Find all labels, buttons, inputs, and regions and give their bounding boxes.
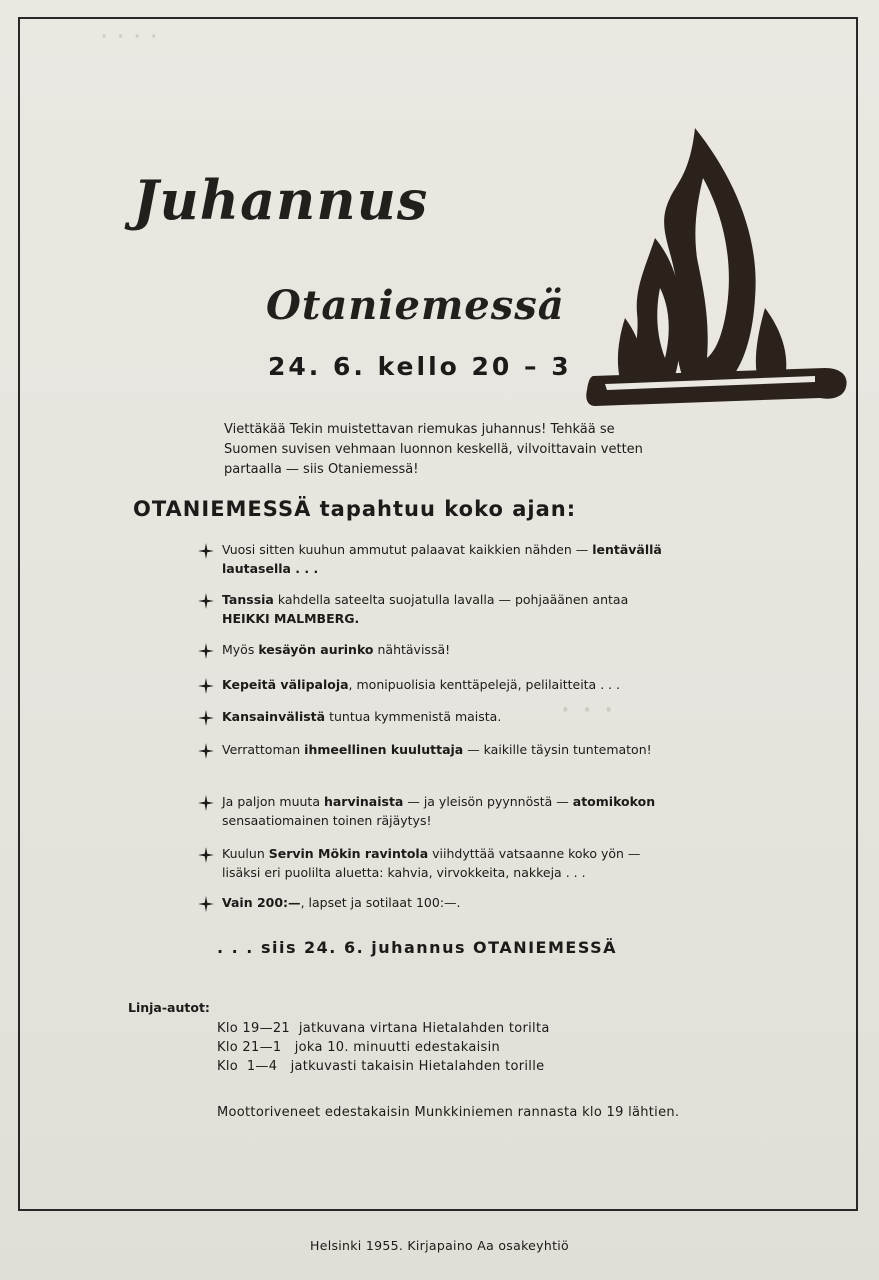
star-bullet-icon (198, 896, 214, 912)
date-time: 24. 6. kello 20 – 3 (268, 352, 572, 381)
star-bullet-icon (198, 678, 214, 694)
show-through-text: · · · (560, 690, 615, 730)
star-bullet-icon (198, 795, 214, 811)
intro-paragraph: Viettäkää Tekin muistettavan riemukas juhannus! Tehkää se Suomen suvisen vehmaan luonnon keskellä, vilvoittavain vetten partaalla — siis Otaniemessä! (224, 422, 643, 477)
bus-schedule-line: Klo 21—1 joka 10. minuutti edestakaisin (217, 1040, 501, 1055)
printer-imprint: Helsinki 1955. Kirjapaino Aa osakeyhtiö (310, 1238, 569, 1253)
list-item: Kepeitä välipaloja, monipuolisia kenttäpelejä, pelilaitteita . . . (222, 675, 662, 694)
list-item: Myös kesäyön aurinko nähtävissä! (222, 640, 662, 659)
list-item: Kansainvälistä tuntua kymmenistä maista. (222, 707, 662, 726)
bus-heading: Linja-autot: (128, 1000, 210, 1015)
title-juhannus: Juhannus (133, 168, 429, 232)
bonfire-illustration (585, 118, 850, 408)
boats-info: Moottoriveneet edestakaisin Munkkiniemen rannasta klo 19 lähtien. (217, 1105, 680, 1120)
star-bullet-icon (198, 543, 214, 559)
show-through-text: · · · · (100, 22, 158, 52)
list-item: Vain 200:—, lapset ja sotilaat 100:—. (222, 893, 662, 912)
bus-schedule-line: Klo 1—4 jatkuvasti takaisin Hietalahden torille (217, 1059, 545, 1074)
star-bullet-icon (198, 710, 214, 726)
events-headline: OTANIEMESSÄ tapahtuu koko ajan: (133, 497, 577, 521)
bus-schedule-line: Klo 19—21 jatkuvana virtana Hietalahden torilta (217, 1021, 550, 1036)
closing-line: . . . siis 24. 6. juhannus OTANIEMESSÄ (217, 938, 618, 957)
list-item: Ja paljon muuta harvinaista — ja yleisön pyynnöstä — atomikokon sensaatiomainen toinen räjäytys! (222, 792, 662, 830)
list-item: Kuulun Servin Mökin ravintola viihdyttää vatsaanne koko yön — lisäksi eri puolilta aluetta: kahvia, virvokkeita, nakkeja . . . (222, 844, 662, 882)
star-bullet-icon (198, 643, 214, 659)
title-otaniemessa: Otaniemessä (266, 282, 565, 329)
list-item: Vuosi sitten kuuhun ammutut palaavat kaikkien nähden — lentävällä lautasella . . . (222, 540, 662, 578)
star-bullet-icon (198, 847, 214, 863)
star-bullet-icon (198, 593, 214, 609)
list-item: Tanssia kahdella sateelta suojatulla lavalla — pohjaäänen antaa HEIKKI MALMBERG. (222, 590, 662, 628)
list-item: Verrattoman ihmeellinen kuuluttaja — kaikille täysin tuntematon! (222, 740, 662, 759)
star-bullet-icon (198, 743, 214, 759)
